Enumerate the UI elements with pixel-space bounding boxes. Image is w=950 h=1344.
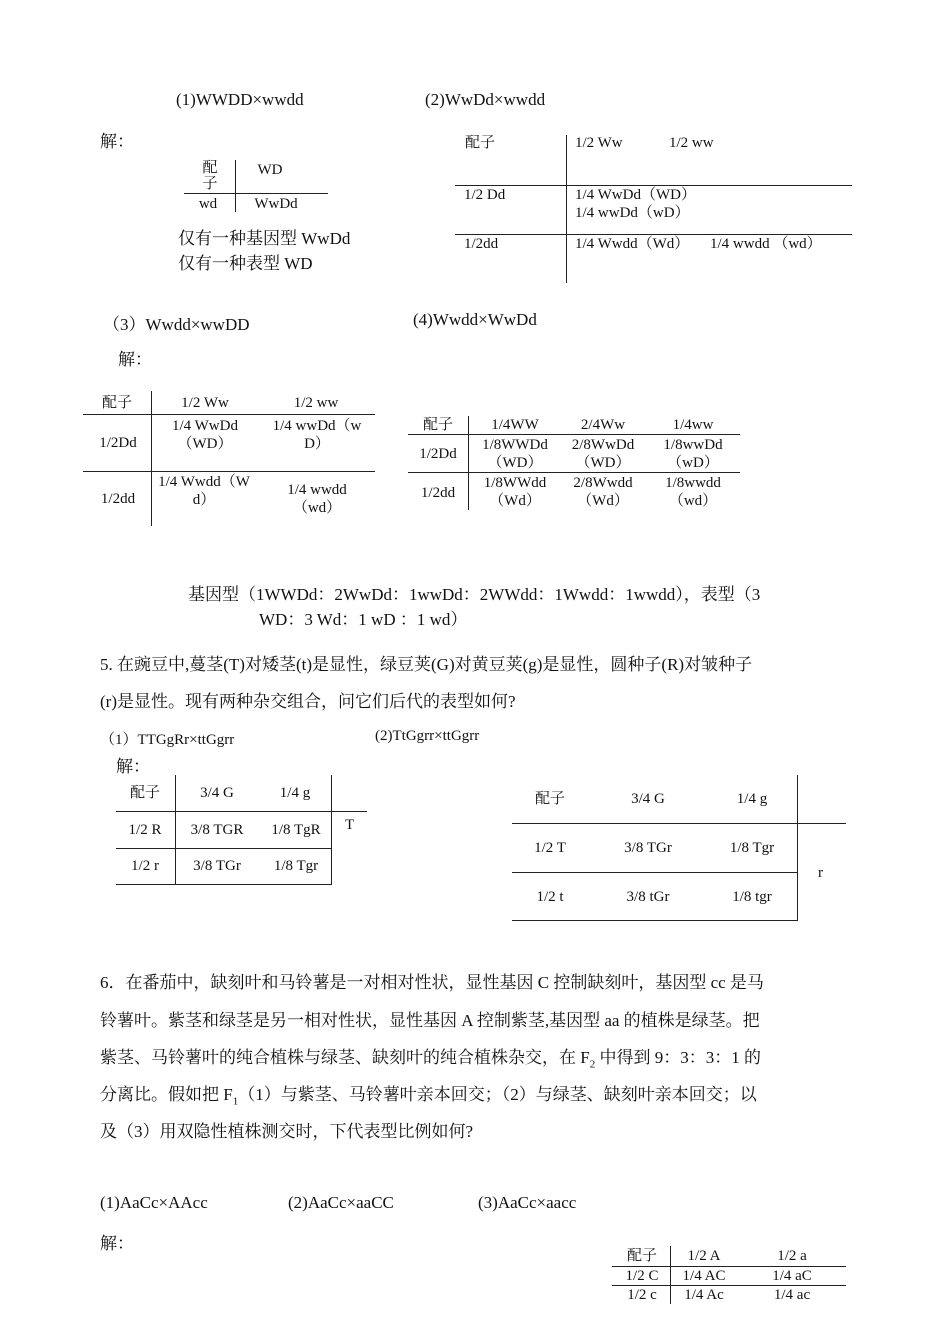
table-cell: 1/8 tgr	[732, 889, 772, 905]
header-cell: 2/4Ww	[580, 417, 626, 433]
question-6-line-1: 6．在番茄中，缺刻叶和马铃薯是一对相对性状，显性基因 C 控制缺刻叶，基因型 cc 是马	[100, 973, 764, 992]
question-6-line-2: 铃薯叶。紫茎和绿茎是另一相对性状，显性基因 A 控制紫茎,基因型 aa 的植株是绿茎。把	[100, 1011, 760, 1030]
row-header: 1/2dd	[464, 236, 499, 252]
table-cell: 1/8 TgR	[271, 822, 321, 838]
row-header: 1/2Dd	[419, 446, 457, 462]
cross-2: (2)WwDd×wwdd	[425, 90, 546, 109]
header-cell: 1/4 g	[279, 785, 311, 801]
question-6-line-3: 紫茎、马铃薯叶的纯合植株与绿茎、缺刻叶的纯合植株杂交，在 $F_2$ 中得到 9：3：3：1 的	[100, 1048, 761, 1071]
header-cell: 配子	[202, 160, 218, 192]
table-cell: WwDd	[254, 196, 298, 212]
table-cell: 1/8 Tgr	[273, 858, 319, 874]
header-cell: 配子	[101, 395, 132, 411]
table-cell: 1/8wwDd（wD）	[663, 437, 723, 471]
solution-label: 解：	[100, 132, 134, 151]
table-cell: 1/4 WwDd（WD）	[575, 187, 696, 203]
table-cell: 1/4 Wwdd（Wd）	[575, 236, 690, 252]
header-cell: 1/4ww	[672, 417, 714, 433]
header-cell: 1/2 Ww	[181, 395, 229, 411]
summary-line-2: WD：3 Wd：1 wD ：1 wd）	[259, 610, 468, 629]
table-cell: 1/4 ac	[773, 1287, 811, 1303]
row-header: 1/2Dd	[99, 435, 137, 451]
table-cell: 3/8 TGr	[624, 840, 672, 856]
table-cell: 1/4 Ac	[684, 1287, 724, 1303]
side-label: r	[818, 865, 823, 881]
note-phenotype: 仅有一种表型 WD	[178, 254, 313, 273]
table-cell: 1/4 wwdd（wd）	[287, 482, 347, 516]
table-cell: 2/8Wwdd（Wd）	[573, 475, 633, 509]
row-header: 1/2 c	[627, 1287, 657, 1303]
question-6-line-5: 及（3）用双隐性植株测交时，下代表型比例如何?	[100, 1122, 474, 1141]
solution-label: 解：	[118, 350, 152, 369]
row-header: 1/2 C	[625, 1268, 659, 1284]
question-5-line-2: (r)是显性。现有两种杂交组合，问它们后代的表型如何?	[100, 692, 516, 711]
table-cell: 3/8 TGr	[193, 858, 241, 874]
header-cell: 1/2 a	[777, 1248, 807, 1264]
header-cell: 3/4 G	[200, 785, 234, 801]
cross-6-2: (2)AaCc×aaCC	[288, 1193, 394, 1212]
table-cell: 1/4 AC	[682, 1268, 726, 1284]
cross-5-2: (2)TtGgrr×ttGgrr	[375, 728, 480, 744]
row-header: 1/2 t	[536, 889, 564, 905]
row-header: 1/2 r	[131, 858, 159, 874]
header-cell: 1/2 ww	[293, 395, 339, 411]
header-cell: 配子	[465, 135, 496, 151]
cross-6-3: (3)AaCc×aacc	[478, 1193, 577, 1212]
header-cell: 配子	[422, 417, 453, 433]
side-label: T	[345, 817, 355, 833]
header-cell: 1/4WW	[491, 417, 539, 433]
header-cell: WD	[257, 162, 283, 178]
table-cell: 1/4 wwdd （wd）	[710, 236, 822, 252]
solution-label: 解：	[116, 757, 150, 776]
question-5-line-1: 5. 在豌豆中,蔓茎(T)对矮茎(t)是显性，绿豆荚(G)对黄豆荚(g)是显性，圆种子(R)对皱种子	[100, 655, 753, 674]
header-cell: 配子	[129, 785, 160, 801]
table-cell: 1/8wwdd（wd）	[665, 475, 721, 509]
table-cell: 1/8WWdd（Wd）	[483, 475, 547, 509]
header-cell: 1/4 g	[736, 791, 768, 807]
row-header: 1/2 T	[534, 840, 566, 856]
summary-line-1: 基因型（1WWDd：2WwDd：1wwDd：2WWdd：1Wwdd：1wwdd），表型（3	[188, 585, 761, 604]
row-header: 1/2 R	[128, 822, 162, 838]
table-cell: 1/4 WwDd（WD）	[172, 418, 238, 452]
header-cell: 配子	[534, 791, 565, 807]
table-cell: 1/4 aC	[772, 1268, 812, 1284]
header-cell: 3/4 G	[631, 791, 665, 807]
row-header: 1/2dd	[100, 491, 136, 507]
cross-6-1: (1)AaCc×AAcc	[100, 1193, 208, 1212]
table-cell: 1/4 wwDd（wD）	[272, 418, 362, 452]
table-cell: 2/8WwDd（WD）	[571, 437, 635, 471]
header-cell: 1/2 ww	[669, 135, 714, 151]
row-header: 1/2dd	[420, 485, 456, 501]
cross-1: (1)WWDD×wwdd	[176, 90, 304, 109]
table-cell: 1/8 Tgr	[729, 840, 775, 856]
header-cell: 配子	[626, 1248, 657, 1264]
solution-label: 解：	[100, 1234, 134, 1253]
row-header: 1/2 Dd	[464, 187, 506, 203]
table-cell: 3/8 TGR	[190, 822, 244, 838]
header-cell: 1/2 Ww	[575, 135, 623, 151]
table-cell: 1/4 wwDd（wD）	[575, 205, 690, 221]
table-cell: 1/4 Wwdd（Wd）	[158, 474, 250, 508]
question-6-line-4: 分离比。假如把 $F_1(1)$与紫茎、马铃薯叶亲本回交；（2）与绿茎、缺刻叶亲本回交；以	[100, 1085, 757, 1108]
table-cell: 1/8WWDd（WD）	[482, 437, 548, 471]
note-genotype: 仅有一种基因型 WwDd	[178, 229, 351, 248]
header-cell: 1/2 A	[687, 1248, 721, 1264]
cross-5-1: （1）TTGgRr×ttGgrr	[100, 732, 235, 748]
cross-3: （3）Wwdd×wwDD	[103, 315, 250, 334]
row-header: wd	[198, 196, 218, 212]
table-cell: 3/8 tGr	[626, 889, 670, 905]
cross-4: (4)Wwdd×WwDd	[413, 310, 537, 329]
